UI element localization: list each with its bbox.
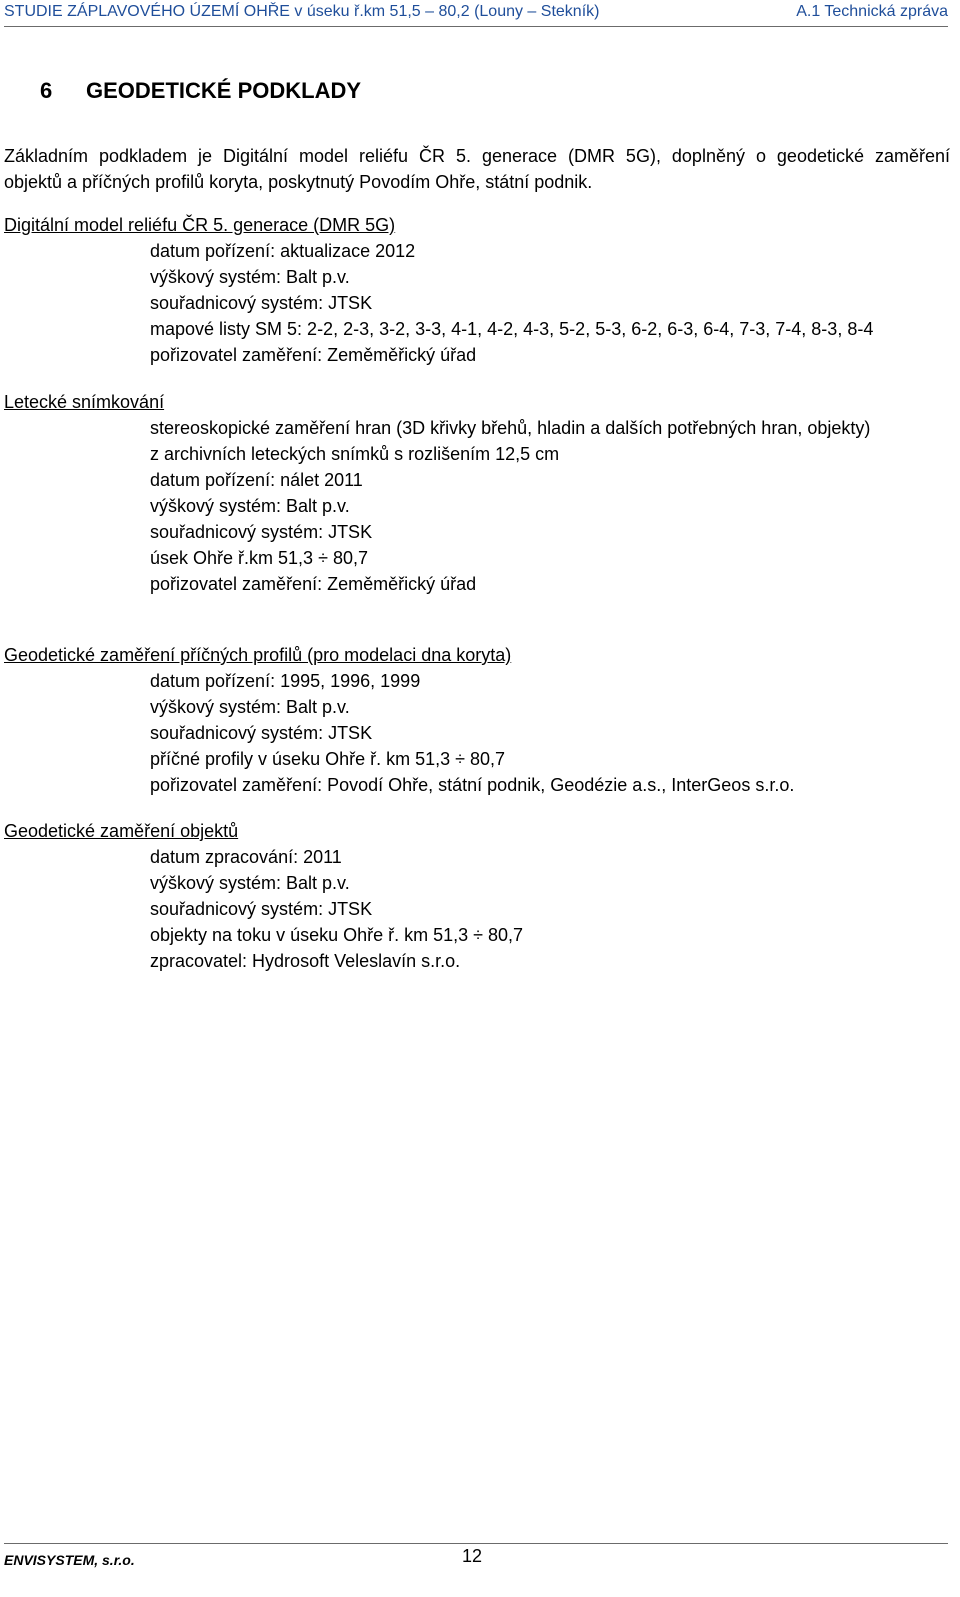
- header-document-title: STUDIE ZÁPLAVOVÉHO ÚZEMÍ OHŘE v úseku ř.km 51,5 – 80,2 (Louny – Stekník): [4, 3, 600, 20]
- list-item: objekty na toku v úseku Ohře ř. km 51,3 ÷ 80,7: [150, 925, 524, 945]
- list-item: pořizovatel zaměření: Povodí Ohře, státní podnik, Geodézie a.s., InterGeos s.r.o.: [150, 775, 795, 795]
- chapter-heading: [40, 78, 361, 104]
- list-item: z archivních leteckých snímků s rozlišením 12,5 cm: [150, 444, 560, 464]
- section-items-aerial: [150, 415, 870, 597]
- list-item: pořizovatel zaměření: Zeměměřický úřad: [150, 574, 477, 594]
- list-item: výškový systém: Balt p.v.: [150, 873, 350, 893]
- list-item: datum pořízení: 1995, 1996, 1999: [150, 671, 421, 691]
- section-items-cross-sections: [150, 668, 794, 798]
- list-item: souřadnicový systém: JTSK: [150, 293, 373, 313]
- list-item: stereoskopické zaměření hran (3D křivky břehů, hladin a dalších potřebných hran, objekty): [150, 418, 871, 438]
- page-number: 12: [462, 1546, 483, 1566]
- list-item: příčné profily v úseku Ohře ř. km 51,3 ÷ 80,7: [150, 749, 506, 769]
- list-item: souřadnicový systém: JTSK: [150, 522, 373, 542]
- page-footer: [4, 1543, 948, 1572]
- list-item: výškový systém: Balt p.v.: [150, 697, 350, 717]
- footer-company-name: ENVISYSTEM, s.r.o.: [4, 1552, 135, 1568]
- list-item: souřadnicový systém: JTSK: [150, 899, 373, 919]
- list-item: výškový systém: Balt p.v.: [150, 267, 350, 287]
- list-item: datum pořízení: aktualizace 2012: [150, 241, 416, 261]
- list-item: výškový systém: Balt p.v.: [150, 496, 350, 516]
- list-item: pořizovatel zaměření: Zeměměřický úřad: [150, 345, 477, 365]
- list-item: datum zpracování: 2011: [150, 847, 342, 867]
- section-title-dmr: Digitální model reliéfu ČR 5. generace (DMR 5G): [4, 215, 396, 235]
- intro-paragraph: [4, 143, 950, 195]
- list-item: zpracovatel: Hydrosoft Veleslavín s.r.o.: [150, 951, 461, 971]
- list-item: souřadnicový systém: JTSK: [150, 723, 373, 743]
- header-section-label: A.1 Technická zpráva: [796, 3, 948, 20]
- section-title-aerial: Letecké snímkování: [4, 392, 165, 412]
- intro-line-1: Základním podkladem je Digitální model reliéfu ČR 5. generace (DMR 5G), doplněný o geodetické zaměření: [4, 146, 950, 166]
- list-item: mapové listy SM 5: 2-2, 2-3, 3-2, 3-3, 4-1, 4-2, 4-3, 5-2, 5-3, 6-2, 6-3, 6-4, 7-3, 7-4, 8-3, 8-4: [150, 319, 874, 339]
- list-item: úsek Ohře ř.km 51,3 ÷ 80,7: [150, 548, 368, 568]
- page-header: [4, 0, 948, 27]
- chapter-number: 6: [40, 78, 53, 103]
- intro-line-2: objektů a příčných profilů koryta, poskytnutý Povodím Ohře, státní podnik.: [4, 172, 593, 192]
- chapter-title: GEODETICKÉ PODKLADY: [86, 78, 362, 103]
- section-title-cross-sections: Geodetické zaměření příčných profilů (pro modelaci dna koryta): [4, 645, 512, 665]
- section-title-objects: Geodetické zaměření objektů: [4, 821, 239, 841]
- section-items-objects: [150, 844, 523, 974]
- list-item: datum pořízení: nálet 2011: [150, 470, 363, 490]
- section-items-dmr: [150, 238, 873, 368]
